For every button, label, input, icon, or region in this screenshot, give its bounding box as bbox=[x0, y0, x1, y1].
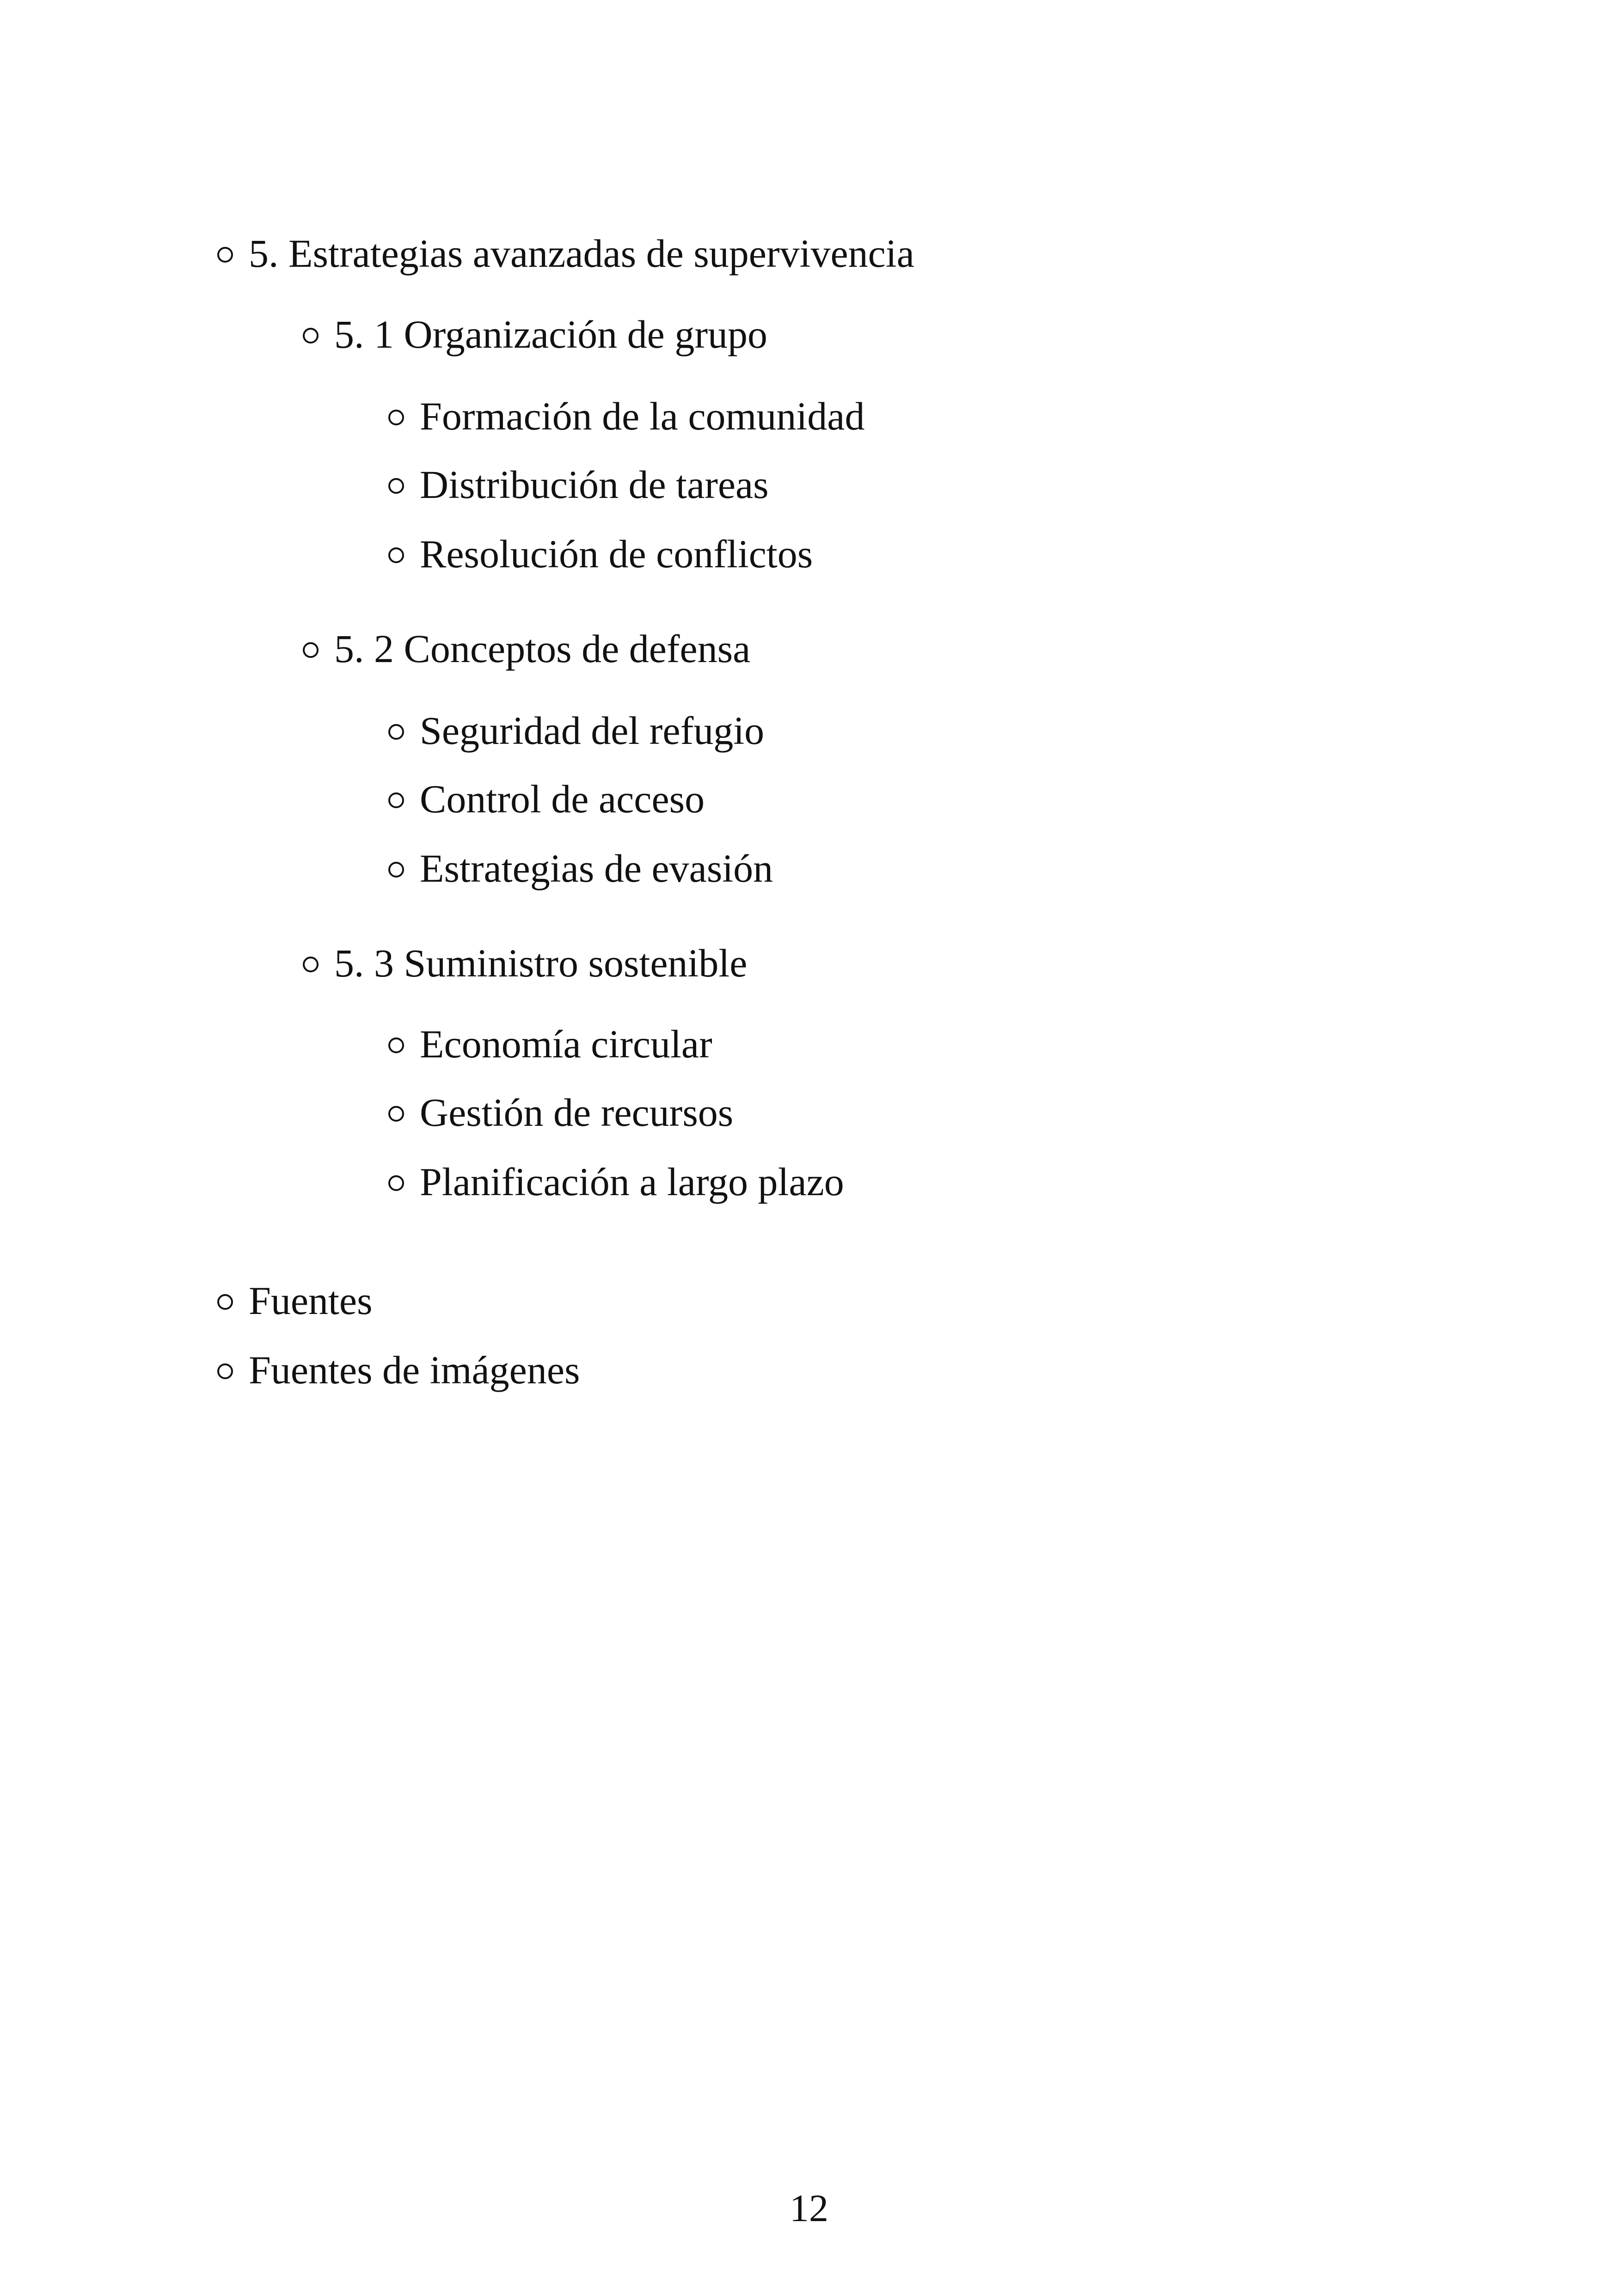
toc-item-label: 5. 3 Suministro sostenible bbox=[334, 941, 748, 985]
toc-item-label: Gestión de recursos bbox=[420, 1090, 734, 1135]
circle-bullet-icon bbox=[388, 862, 404, 878]
circle-bullet-icon bbox=[388, 1175, 404, 1191]
toc-item bbox=[388, 1090, 734, 1135]
toc-item-label: 5. 2 Conceptos de defensa bbox=[334, 626, 751, 671]
toc-item-label: 5. 1 Organización de grupo bbox=[334, 312, 767, 356]
toc-item-section-5 bbox=[217, 231, 914, 276]
circle-bullet-icon bbox=[388, 724, 404, 740]
circle-bullet-icon bbox=[388, 1037, 404, 1053]
toc-item-section-5-3 bbox=[303, 943, 747, 983]
toc-item-label: 5. Estrategias avanzadas de supervivencia bbox=[249, 231, 914, 276]
toc-item-section-5-2 bbox=[303, 626, 751, 671]
toc-item bbox=[388, 462, 769, 507]
toc-item-label: Fuentes de imágenes bbox=[249, 1348, 580, 1392]
toc-item-label: Formación de la comunidad bbox=[420, 394, 865, 438]
circle-bullet-icon bbox=[303, 957, 319, 972]
circle-bullet-icon bbox=[388, 547, 404, 563]
page-number: 12 bbox=[790, 2187, 828, 2230]
toc-item-label: Control de acceso bbox=[420, 777, 705, 821]
toc-item bbox=[388, 1162, 844, 1202]
circle-bullet-icon bbox=[388, 1106, 404, 1122]
toc-item-label: Resolución de conflictos bbox=[420, 532, 813, 576]
circle-bullet-icon bbox=[388, 410, 404, 425]
toc-item-section-5-1 bbox=[303, 314, 767, 354]
toc-item-label: Seguridad del refugio bbox=[420, 708, 765, 753]
toc-item-label: Economía circular bbox=[420, 1022, 712, 1066]
toc-item-label: Distribución de tareas bbox=[420, 462, 769, 507]
toc-item-sources bbox=[217, 1278, 373, 1323]
toc-item-label: Fuentes bbox=[249, 1278, 373, 1323]
circle-bullet-icon bbox=[217, 247, 233, 263]
toc-item-image-sources bbox=[217, 1350, 580, 1390]
toc-item bbox=[388, 848, 773, 888]
circle-bullet-icon bbox=[388, 478, 404, 494]
circle-bullet-icon bbox=[388, 792, 404, 808]
circle-bullet-icon bbox=[303, 642, 319, 658]
circle-bullet-icon bbox=[303, 328, 319, 344]
circle-bullet-icon bbox=[217, 1363, 233, 1379]
toc-item bbox=[388, 534, 813, 574]
toc-item bbox=[388, 779, 705, 819]
toc-item bbox=[388, 708, 765, 753]
toc-item bbox=[388, 1024, 712, 1064]
toc-item-label: Planificación a largo plazo bbox=[420, 1160, 844, 1204]
toc-item-label: Estrategias de evasión bbox=[420, 846, 773, 890]
circle-bullet-icon bbox=[217, 1294, 233, 1310]
toc-item bbox=[388, 396, 864, 436]
